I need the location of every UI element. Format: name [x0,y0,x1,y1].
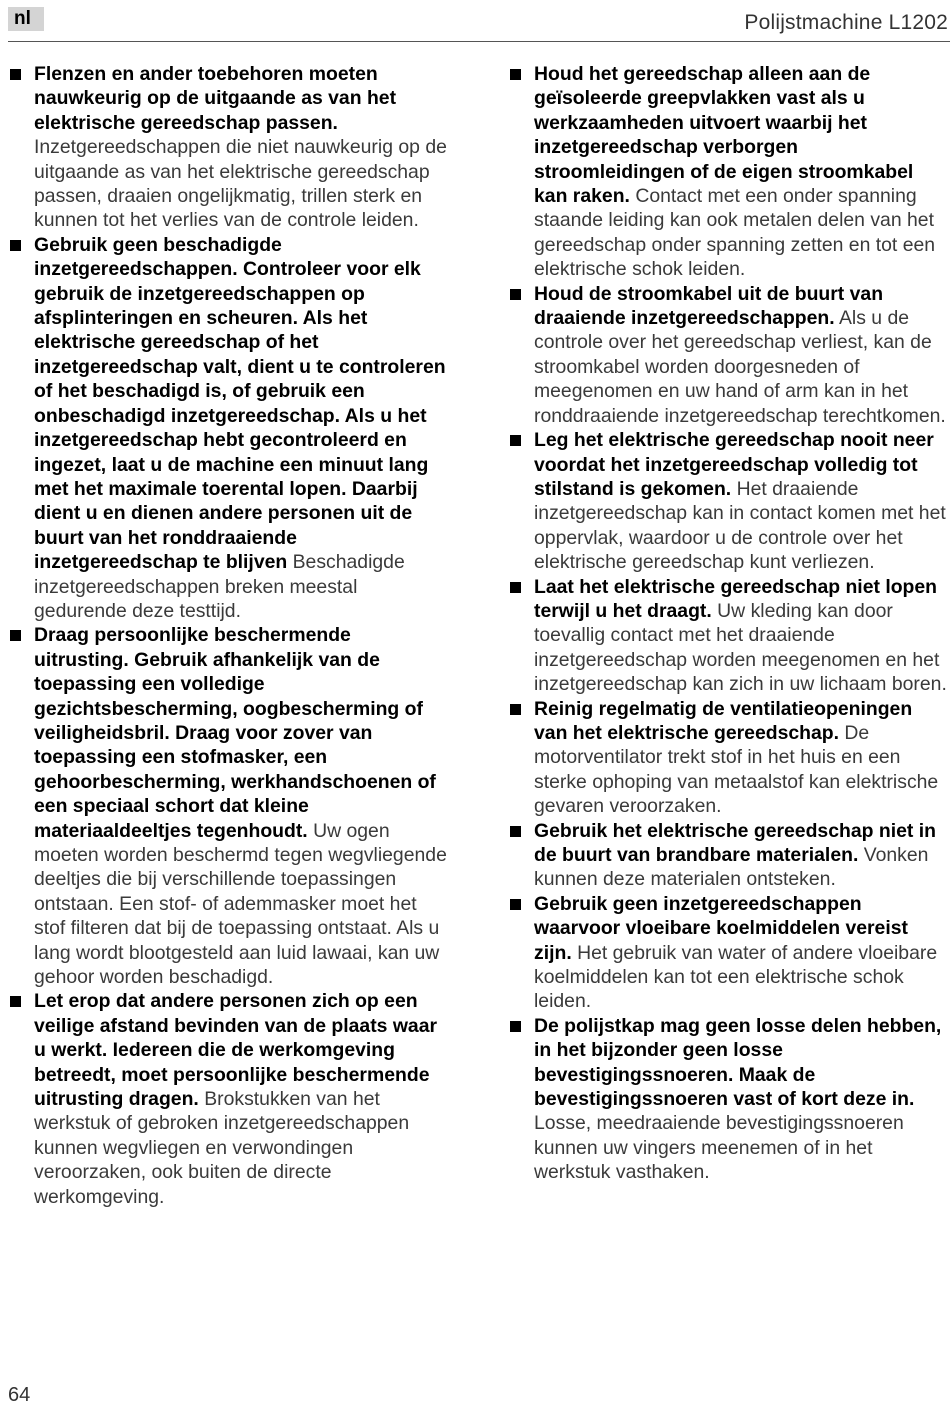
square-bullet-icon [510,289,521,300]
safety-item-bold: Leg het elektrische gereedschap nooit neer voordat het inzetgereedschap volledig tot stilstand is gekomen. [534,429,934,500]
square-bullet-icon [510,826,521,837]
page-number: 64 [8,1384,31,1406]
left-column [8,62,448,1209]
safety-item-bold: Laat het elektrische gereedschap niet lopen terwijl u het draagt. [534,575,938,622]
safety-item-bold: Houd de stroomkabel uit de buurt van draaiende inzetgereedschappen. [534,282,884,330]
safety-item-text: Uw kleding kan door toevallig contact met het draaiende inzetgereedschap worden meegenomen en het inzetgereedschap kan zich in uw lichaam boren. [534,599,947,696]
safety-item-bold: Gebruik geen beschadigde inzetgereedschappen. Controleer voor elk gebruik de inzetgereedschappen op afsplinteringen en scheuren. Als het elektrische gereedschap of het inzetgereedschap valt, dient u te controleren of het beschadigd is, of gebruik een onbeschadigd inzetgereedschap. Als u het inzetgereedschap hebt gecontroleerd en ingezet, laat u de machine een minuut lang met het maximale toerental lopen. Daarbij dient u en dienen andere personen uit de buurt van het ronddraaiende inzetgereedschap te blijven [34,233,446,574]
safety-item-power-cord [508,282,948,428]
right-column [508,62,948,1185]
safety-item-text: Uw ogen moeten worden beschermd tegen wegvliegende deeltjes die bij verschillende toepassingen ontstaan. Een stof- of ademmasker moet het stof filteren dat bij de toepassing ontstaat. Als u lang wordt blootgesteld aan luid lawaai, kan uw gehoor worden beschadigd. [34,819,447,989]
safety-item-polishing-cap [508,1014,948,1185]
safety-item-bold: Let erop dat andere personen zich op een veilige afstand bevinden van de plaats waar u werkt. Iedereen die de werkomgeving betreedt, moet persoonlijke beschermende uitrusting dragen. [34,990,438,1111]
square-bullet-icon [10,240,21,251]
square-bullet-icon [510,1021,521,1032]
safety-item-damaged-tools [8,233,448,624]
safety-item-text: Het draaiende inzetgereedschap kan in contact komen met het oppervlak, waardoor u de controle over het elektrische gereedschap kunt verliezen. [534,477,946,574]
safety-item-bold: Houd het gereedschap alleen aan de geïsoleerde greepvlakken vast als u werkzaamheden uitvoert waarbij het inzetgereedschap verborgen stroomleidingen of de eigen stroomkabel kan raken. [534,63,914,208]
language-badge: nl [8,7,44,31]
safety-item-bold: Draag persoonlijke beschermende uitrusting. Gebruik afhankelijk van de toepassing een volledige gezichtsbescherming, oogbescherming of veiligheidsbril. Draag voor zover van toepassing een stofmasker, een gehoorbescherming, werkhandschoenen of een speciaal schort dat kleine materiaaldeeltjes tegenhoudt. [34,624,436,842]
square-bullet-icon [510,435,521,446]
square-bullet-icon [510,582,521,593]
square-bullet-icon [510,704,521,715]
safety-item-bold: Reinig regelmatig de ventilatieopeningen van het elektrische gereedschap. [534,697,913,744]
square-bullet-icon [10,996,21,1007]
square-bullet-icon [10,630,21,641]
safety-item-bold: De polijstkap mag geen losse delen hebben, in het bijzonder geen losse bevestigingssnoeren. Maak de bevestigingssnoeren vast of kort deze in. [534,1014,942,1111]
safety-item-flammable [508,819,948,892]
safety-item-text: Contact met een onder spanning staande leiding kan ook metalen delen van het gereedschap onder spanning zetten en tot een elektrische schok leiden. [534,185,936,281]
safety-item-text: De motorventilator trekt stof in het huis en een sterke ophoping van metaalstof kan elektrische gevaren veroorzaken. [534,721,939,818]
safety-item-bold: Gebruik het elektrische gereedschap niet in de buurt van brandbare materialen. [534,819,936,866]
safety-item-text: Beschadigde inzetgereedschappen breken meestal gedurende deze testtijd. [34,551,405,622]
safety-item-ventilation [508,697,948,819]
safety-item-text: Brokstukken van het werkstuk of gebroken inzetgereedschappen kunnen wegvliegen en verwondingen veroorzaken, ook buiten de directe werkomgeving. [34,1088,410,1208]
safety-item-bold: Gebruik geen inzetgereedschappen waarvoor vloeibare koelmiddelen vereist zijn. [534,892,908,964]
square-bullet-icon [510,69,521,80]
safety-item-text: Als u de controle over het gereedschap verliest, kan de stroomkabel worden doorgesneden of meegenomen en uw hand of arm kan in het ronddraaiende inzetgereedschap terechtkomen. [534,307,946,427]
safety-item-standstill [508,428,948,574]
square-bullet-icon [10,69,21,80]
safety-item-bold: Flenzen en ander toebehoren moeten nauwkeurig op de uitgaande as van het elektrische gereedschap passen. [34,63,397,134]
safety-item-text: Inzetgereedschappen die niet nauwkeurig op de uitgaande as van het elektrische gereedschap passen, draaien ongelijkmatig, trillen sterk en kunnen tot het verlies van de controle leiden. [34,136,447,232]
safety-item-coolants [508,892,948,1014]
header-divider [8,41,950,42]
safety-item-protective-equipment [8,623,448,989]
square-bullet-icon [510,899,521,910]
document-title: Polijstmachine L1202 [744,11,948,34]
safety-item-text: Vonken kunnen deze materialen ontsteken. [534,844,929,891]
safety-item-text: Losse, meedraaiende bevestigingssnoeren kunnen uw vingers meenemen of in het werkstuk vasthaken. [534,1112,904,1184]
safety-item-safe-distance [8,989,448,1209]
safety-item-flanges [8,62,448,233]
safety-item-insulated-grips [508,62,948,282]
safety-item-text: Het gebruik van water of andere vloeibare koelmiddelen kan tot een elektrische schok leiden. [534,941,938,1013]
safety-item-carrying [508,575,948,697]
